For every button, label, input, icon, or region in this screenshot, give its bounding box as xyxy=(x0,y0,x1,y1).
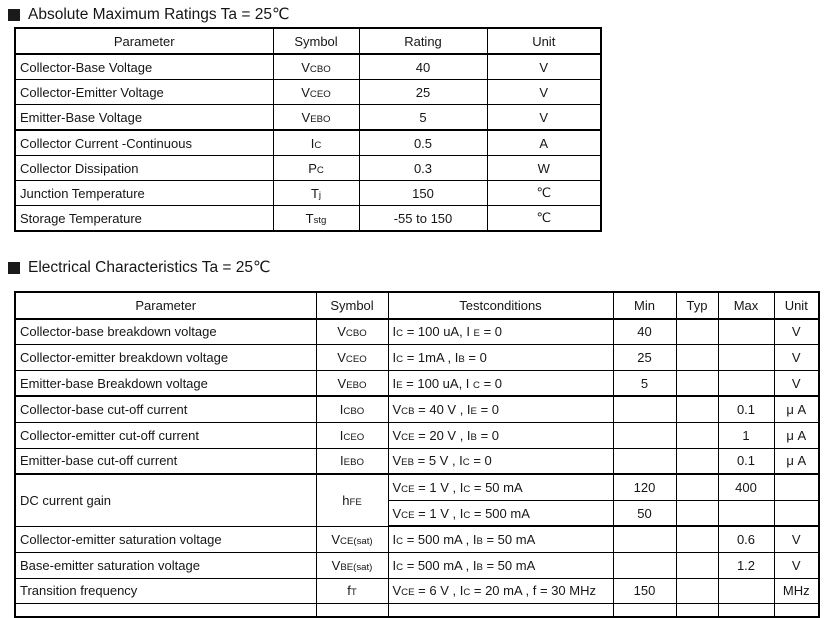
cell-empty xyxy=(774,604,819,618)
cell-unit xyxy=(774,474,819,500)
cell-min xyxy=(613,396,676,422)
cell-unit: V xyxy=(774,319,819,345)
electrical-characteristics-table xyxy=(14,291,820,618)
cell-parameter: Collector Current -Continuous xyxy=(15,130,273,156)
col-header-parameter: Parameter xyxy=(15,292,316,319)
cell-rating: 0.5 xyxy=(359,130,487,156)
cell-min xyxy=(613,526,676,552)
col-header-max: Max xyxy=(718,292,774,319)
cell-max: 1.2 xyxy=(718,552,774,578)
cell-empty xyxy=(718,604,774,618)
cell-parameter: Junction Temperature xyxy=(15,181,273,206)
col-header-symbol: Symbol xyxy=(273,28,359,54)
cell-typ xyxy=(676,422,718,448)
cell-min: 40 xyxy=(613,319,676,345)
table-row xyxy=(15,80,601,105)
cell-typ xyxy=(676,474,718,500)
cell-unit: V xyxy=(774,370,819,396)
cell-min: 150 xyxy=(613,578,676,604)
col-header-min: Min xyxy=(613,292,676,319)
cell-typ xyxy=(676,396,718,422)
cell-parameter: Storage Temperature xyxy=(15,206,273,232)
cell-unit: V xyxy=(487,80,601,105)
table-header-row xyxy=(15,28,601,54)
cell-testconditions: VCB = 40 V , IE = 0 xyxy=(388,396,613,422)
table-row xyxy=(15,319,819,345)
cell-unit: μ A xyxy=(774,396,819,422)
cell-unit: ℃ xyxy=(487,206,601,232)
cell-parameter: Collector-emitter cut-off current xyxy=(15,422,316,448)
cell-symbol: IEBO xyxy=(316,448,388,474)
cell-symbol: ICEO xyxy=(316,422,388,448)
cell-parameter: Collector-emitter saturation voltage xyxy=(15,526,316,552)
cell-parameter: Emitter-Base Voltage xyxy=(15,105,273,131)
cell-max xyxy=(718,578,774,604)
cell-testconditions: IE = 100 uA, I C = 0 xyxy=(388,370,613,396)
cell-parameter: Collector-base cut-off current xyxy=(15,396,316,422)
cell-unit: MHz xyxy=(774,578,819,604)
table-header-row xyxy=(15,292,819,319)
cell-max xyxy=(718,319,774,345)
col-header-unit: Unit xyxy=(774,292,819,319)
cell-min xyxy=(613,448,676,474)
cell-typ xyxy=(676,578,718,604)
cell-parameter: Emitter-base cut-off current xyxy=(15,448,316,474)
electrical-characteristics-section xyxy=(0,258,827,618)
table-row xyxy=(15,578,819,604)
cell-typ xyxy=(676,319,718,345)
section-title-text: Absolute Maximum Ratings Ta = 25℃ xyxy=(28,6,290,23)
table-row xyxy=(15,54,601,80)
cell-unit: μ A xyxy=(774,422,819,448)
cell-symbol: VCBO xyxy=(273,54,359,80)
table-row xyxy=(15,448,819,474)
cell-max: 0.6 xyxy=(718,526,774,552)
cell-rating: -55 to 150 xyxy=(359,206,487,232)
table-row xyxy=(15,396,819,422)
cell-symbol: ICBO xyxy=(316,396,388,422)
table-row xyxy=(15,156,601,181)
cell-unit: W xyxy=(487,156,601,181)
cell-empty xyxy=(388,604,613,618)
cell-unit: V xyxy=(774,552,819,578)
cell-empty xyxy=(15,604,316,618)
cell-testconditions: VCE = 20 V , IB = 0 xyxy=(388,422,613,448)
cell-unit: ℃ xyxy=(487,181,601,206)
cell-empty xyxy=(613,604,676,618)
col-header-typ: Typ xyxy=(676,292,718,319)
cell-max: 1 xyxy=(718,422,774,448)
cell-parameter: Transition frequency xyxy=(15,578,316,604)
cell-testconditions: IC = 500 mA , IB = 50 mA xyxy=(388,552,613,578)
abs-max-title xyxy=(8,5,827,24)
cell-parameter: Collector-Base Voltage xyxy=(15,54,273,80)
table-row xyxy=(15,526,819,552)
cell-typ xyxy=(676,500,718,526)
cell-min: 120 xyxy=(613,474,676,500)
table-row xyxy=(15,105,601,131)
table-row xyxy=(15,370,819,396)
cell-max xyxy=(718,370,774,396)
table-row xyxy=(15,345,819,371)
cell-symbol: hFE xyxy=(316,474,388,526)
cell-min: 25 xyxy=(613,345,676,371)
cell-parameter: Collector-emitter breakdown voltage xyxy=(15,345,316,371)
cell-parameter: Emitter-base Breakdown voltage xyxy=(15,370,316,396)
col-header-symbol: Symbol xyxy=(316,292,388,319)
cell-symbol: Tj xyxy=(273,181,359,206)
cell-typ xyxy=(676,345,718,371)
cell-max xyxy=(718,345,774,371)
cell-min xyxy=(613,422,676,448)
cell-unit: V xyxy=(774,345,819,371)
cell-testconditions: VCE = 6 V , IC = 20 mA , f = 30 MHz xyxy=(388,578,613,604)
cell-parameter: Collector Dissipation xyxy=(15,156,273,181)
table-row xyxy=(15,181,601,206)
cell-max xyxy=(718,500,774,526)
table-row xyxy=(15,552,819,578)
cell-symbol: VEBO xyxy=(316,370,388,396)
cell-symbol: VCEO xyxy=(273,80,359,105)
cell-symbol: Tstg xyxy=(273,206,359,232)
cell-testconditions: IC = 500 mA , IB = 50 mA xyxy=(388,526,613,552)
cell-typ xyxy=(676,448,718,474)
cell-symbol: VEBO xyxy=(273,105,359,131)
cell-symbol: VCEO xyxy=(316,345,388,371)
cell-testconditions: IC = 1mA , IB = 0 xyxy=(388,345,613,371)
section-bullet-icon xyxy=(8,9,20,21)
abs-max-section xyxy=(0,5,827,232)
cell-typ xyxy=(676,370,718,396)
cell-max: 0.1 xyxy=(718,396,774,422)
cell-parameter: Collector-Emitter Voltage xyxy=(15,80,273,105)
cell-rating: 0.3 xyxy=(359,156,487,181)
cell-unit: A xyxy=(487,130,601,156)
cell-symbol: fT xyxy=(316,578,388,604)
cell-testconditions: VCE = 1 V , IC = 50 mA xyxy=(388,474,613,500)
section-title-text: Electrical Characteristics Ta = 25℃ xyxy=(28,259,271,276)
cell-min: 5 xyxy=(613,370,676,396)
cell-min: 50 xyxy=(613,500,676,526)
cell-symbol: PC xyxy=(273,156,359,181)
cell-empty xyxy=(316,604,388,618)
col-header-unit: Unit xyxy=(487,28,601,54)
cell-typ xyxy=(676,552,718,578)
table-row xyxy=(15,206,601,232)
table-row xyxy=(15,474,819,500)
cell-unit xyxy=(774,500,819,526)
table-row-cutoff xyxy=(15,604,819,618)
cell-unit: μ A xyxy=(774,448,819,474)
cell-parameter: DC current gain xyxy=(15,474,316,526)
cell-unit: V xyxy=(774,526,819,552)
cell-max: 400 xyxy=(718,474,774,500)
cell-rating: 5 xyxy=(359,105,487,131)
cell-unit: V xyxy=(487,105,601,131)
cell-empty xyxy=(676,604,718,618)
electrical-characteristics-title xyxy=(8,258,827,277)
cell-max: 0.1 xyxy=(718,448,774,474)
table-row xyxy=(15,130,601,156)
datasheet-page xyxy=(0,5,827,618)
col-header-testconditions: Testconditions xyxy=(388,292,613,319)
cell-parameter: Base-emitter saturation voltage xyxy=(15,552,316,578)
cell-symbol: VCE(sat) xyxy=(316,526,388,552)
col-header-parameter: Parameter xyxy=(15,28,273,54)
cell-testconditions: VCE = 1 V , IC = 500 mA xyxy=(388,500,613,526)
cell-min xyxy=(613,552,676,578)
abs-max-table xyxy=(14,27,602,232)
cell-symbol: IC xyxy=(273,130,359,156)
cell-rating: 150 xyxy=(359,181,487,206)
cell-unit: V xyxy=(487,54,601,80)
cell-parameter: Collector-base breakdown voltage xyxy=(15,319,316,345)
cell-testconditions: VEB = 5 V , IC = 0 xyxy=(388,448,613,474)
cell-symbol: VBE(sat) xyxy=(316,552,388,578)
table-row xyxy=(15,422,819,448)
cell-symbol: VCBO xyxy=(316,319,388,345)
cell-rating: 25 xyxy=(359,80,487,105)
cell-rating: 40 xyxy=(359,54,487,80)
section-bullet-icon xyxy=(8,262,20,274)
col-header-rating: Rating xyxy=(359,28,487,54)
cell-typ xyxy=(676,526,718,552)
cell-testconditions: IC = 100 uA, I E = 0 xyxy=(388,319,613,345)
